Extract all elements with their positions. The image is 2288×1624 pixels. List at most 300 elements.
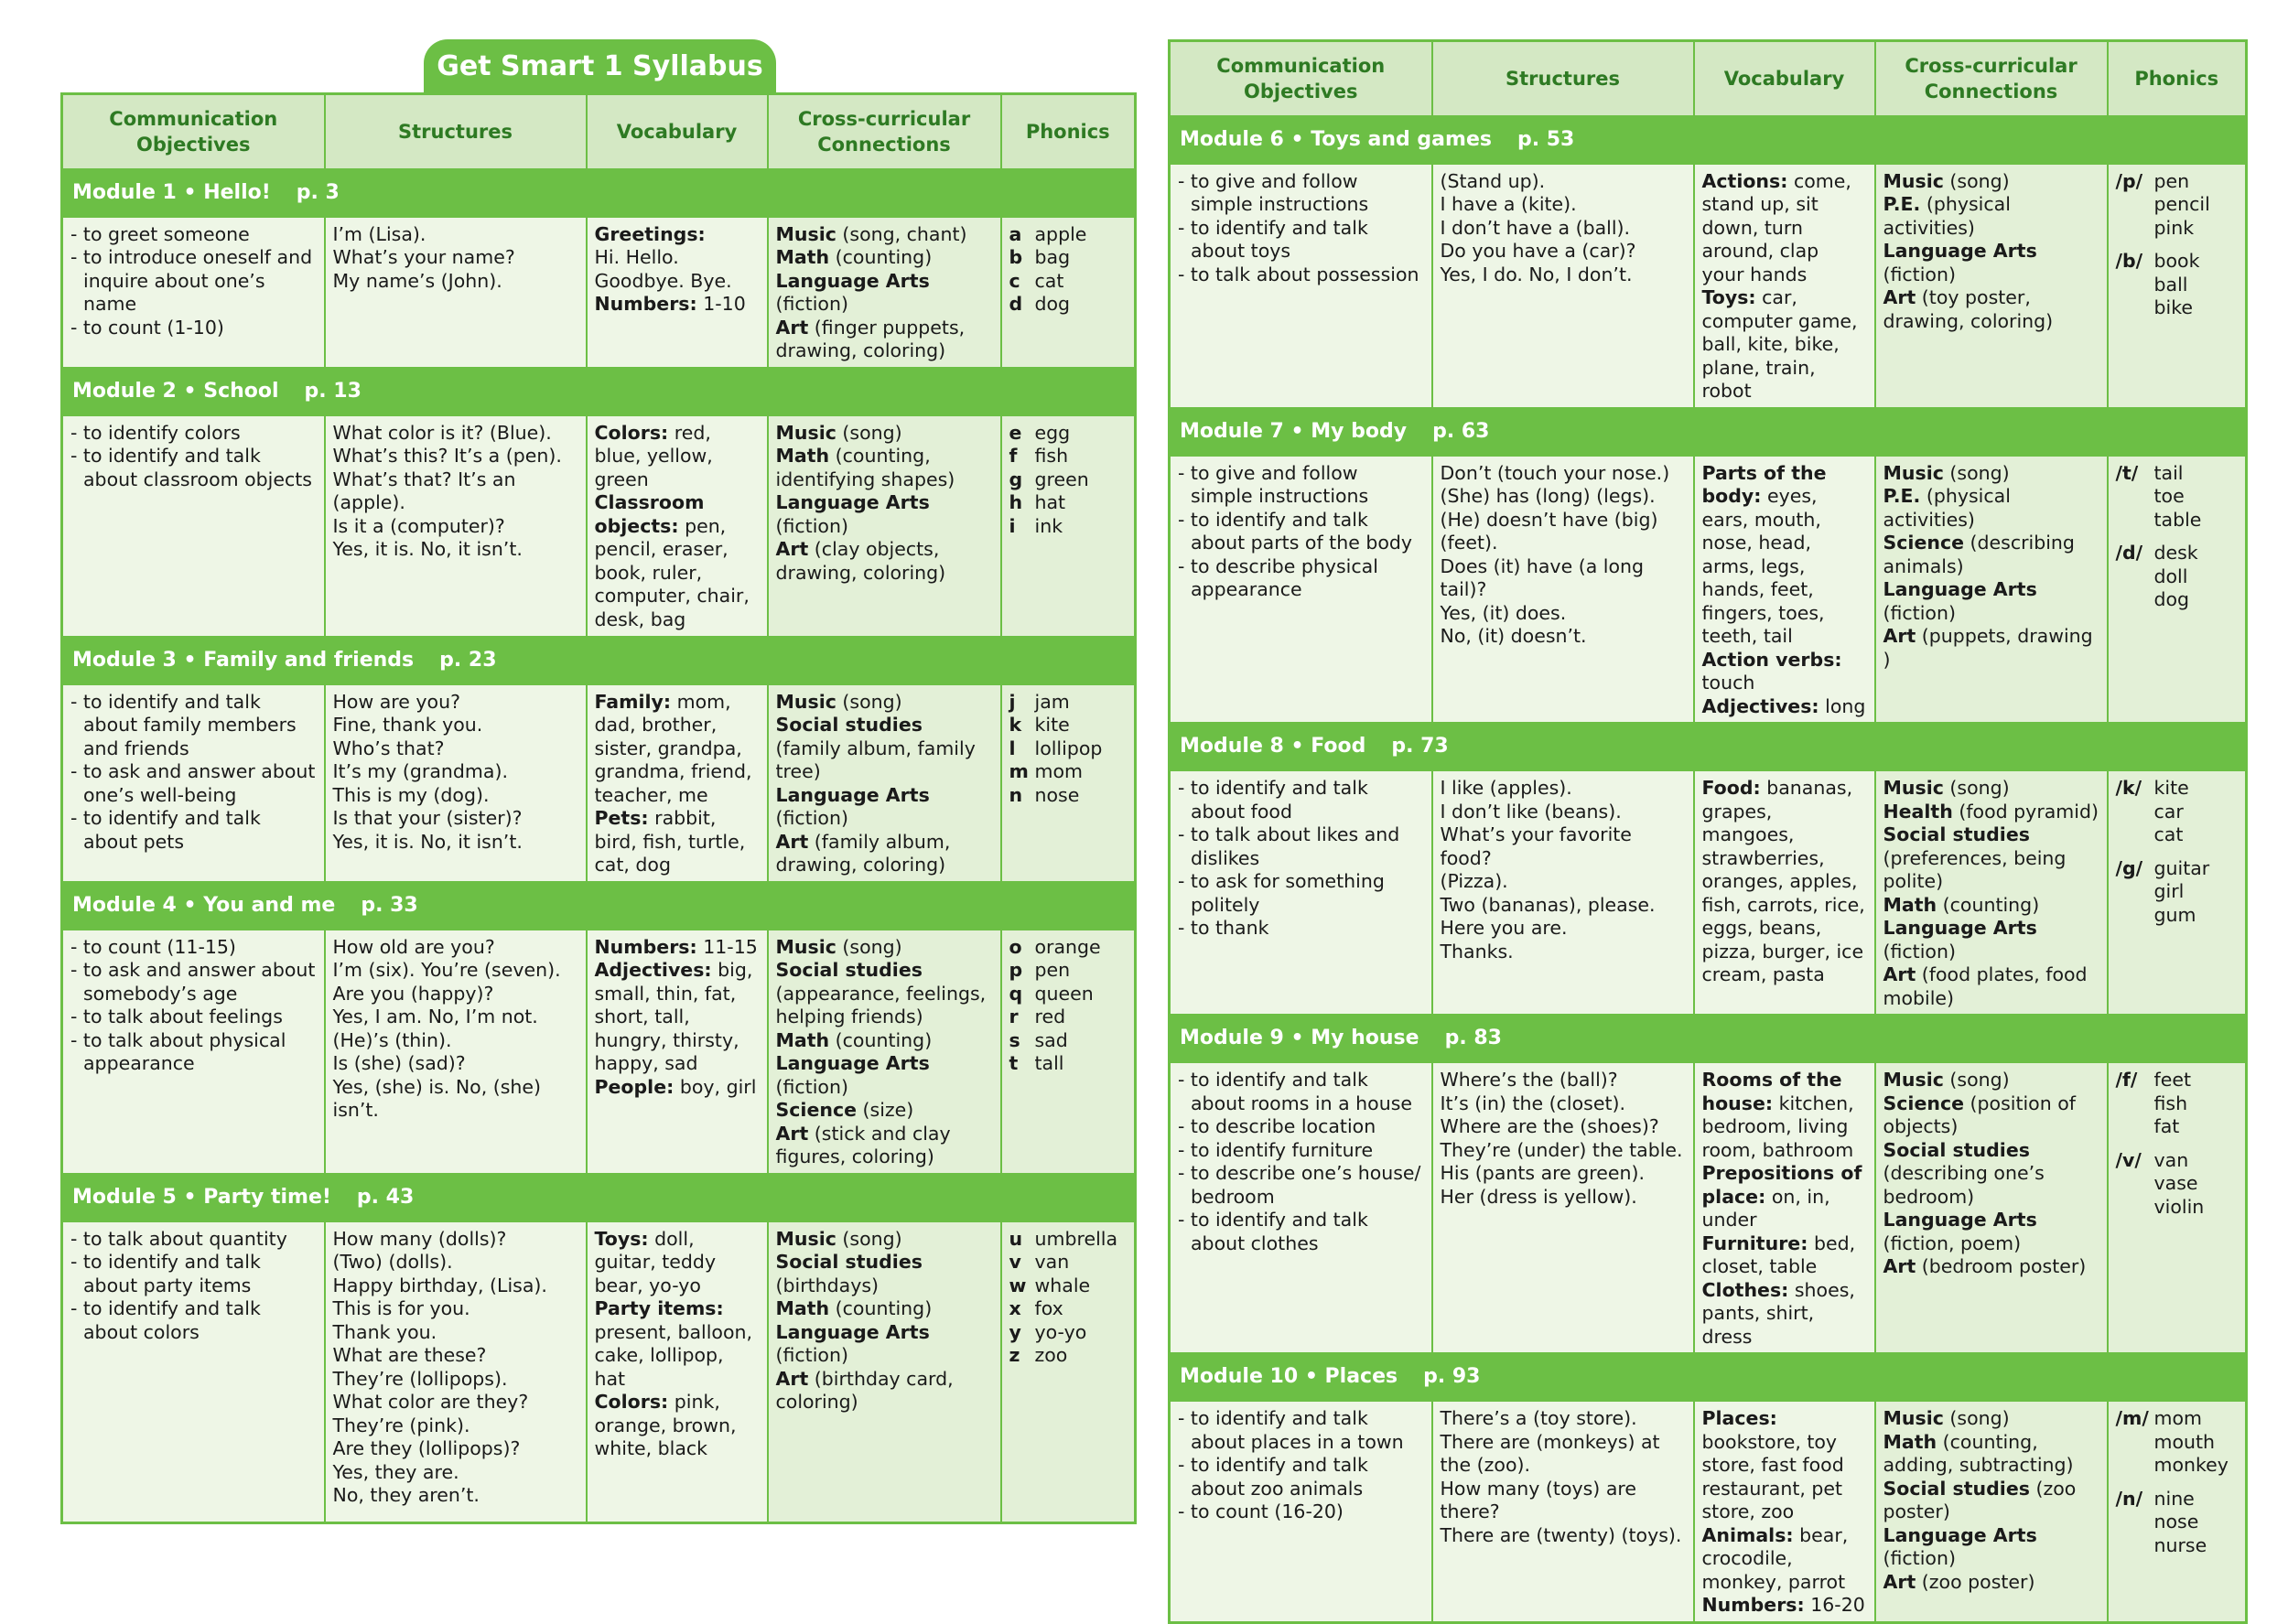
phonics-letter: o [1009, 935, 1022, 958]
phonics-item [1009, 422, 1128, 446]
structures-cell [1432, 1062, 1694, 1353]
phonics-word: violin [2153, 1195, 2205, 1218]
phonics-word: ball [2153, 273, 2188, 296]
subject-activity: (counting, identifying shapes) [775, 445, 955, 490]
phonics-letter: x [1009, 1297, 1021, 1319]
structure-item: His (pants are green). [1440, 1162, 1645, 1184]
cross-item [776, 422, 993, 446]
phonics-word: mom [1034, 760, 1083, 782]
phonics-word: monkey [2153, 1454, 2229, 1476]
phonics-sound: /m/ [2115, 1407, 2149, 1429]
vocabulary-words: touch [1701, 672, 1755, 694]
module-content-row [62, 684, 1136, 882]
cross-item [776, 1052, 993, 1099]
module-title [62, 637, 1136, 684]
cross-item [1883, 193, 2099, 240]
structure-item: What’s that? It’s an (apple). [332, 468, 516, 513]
cross-item [1883, 1069, 2099, 1092]
cross-item [1883, 777, 2099, 801]
phonics-sound: /g/ [2115, 856, 2143, 879]
subject-activity: (song) [1943, 169, 2010, 192]
phonics-word: pink [2153, 216, 2195, 239]
header-cross-curricular: Cross-curricular Connections [1875, 41, 2108, 116]
structures-cell [1432, 164, 1694, 408]
phonics-word: nose [1034, 783, 1080, 806]
subject-activity: (position of objects) [1883, 1092, 2076, 1137]
vocabulary-item [1702, 777, 1867, 987]
phonics-item [1009, 1052, 1128, 1076]
subject-activity: (physical activities) [1883, 193, 2011, 239]
phonics-word: fish [2153, 1092, 2188, 1114]
phonics-word: bike [2153, 296, 2193, 318]
objective-item: - to count (16-20) [1178, 1500, 1344, 1522]
objectives-cell [62, 217, 325, 368]
phonics-letter: r [1009, 1006, 1019, 1027]
phonics-sound: /f/ [2115, 1069, 2138, 1091]
objective-item: - to identify furniture [1178, 1138, 1374, 1161]
vocabulary-term: Animals: [1701, 1523, 1794, 1546]
vocabulary-item [595, 807, 760, 877]
structure-item: Do you have a (car)? [1440, 240, 1636, 262]
vocabulary-term: Party items: [594, 1297, 724, 1319]
vocabulary-words: mom, dad, brother, sister, grandpa, grandma, friend, teacher, me [594, 690, 752, 806]
vocabulary-item [1702, 1594, 1867, 1618]
module-header-row [62, 169, 1136, 217]
objective-item: - to identify and talk about toys [1178, 216, 1368, 262]
phonics-sound: /v/ [2115, 1148, 2142, 1171]
vocabulary-term: Furniture: [1701, 1231, 1808, 1254]
structures-cell [325, 1221, 587, 1523]
module-label: Module 1 • Hello! [72, 180, 271, 204]
objective-item: - to give and follow simple instructions [1178, 461, 1369, 507]
structure-item: It’s (in) the (closet). [1440, 1092, 1626, 1114]
phonics-word: table [2153, 508, 2202, 531]
phonics-words [2154, 250, 2200, 320]
cross-item [776, 491, 993, 538]
objectives-cell [1170, 770, 1432, 1015]
structures-cell [325, 415, 587, 637]
structure-item: Yes, I do. No, I don’t. [1440, 263, 1633, 285]
phonics-word: zoo [1034, 1344, 1068, 1366]
phonics-item [1009, 760, 1128, 784]
phonics-group [2116, 542, 2239, 612]
vocabulary-words: big, small, thin, fat, short, tall, hungry, thirsty, happy, sad [594, 959, 753, 1074]
subject-name: Art [1883, 286, 1916, 308]
structure-item: What are these? [332, 1344, 487, 1366]
cross-curricular-cell [768, 930, 1001, 1174]
subject-name: Music [1883, 461, 1944, 484]
cross-item [776, 223, 993, 247]
objective-item: - to greet someone [70, 222, 250, 245]
phonics-letter: s [1009, 1028, 1020, 1051]
vocabulary-cell [1694, 770, 1875, 1015]
objective-item: - to talk about feelings [70, 1006, 283, 1027]
phonics-letter: d [1009, 293, 1023, 315]
objectives-cell [1170, 456, 1432, 724]
module-title [1170, 1353, 2247, 1401]
vocabulary-term: Action verbs: [1701, 648, 1842, 671]
phonics-word: tail [2153, 461, 2184, 484]
vocabulary-term: Rooms of the house: [1701, 1069, 1842, 1114]
module-page: p. 33 [361, 893, 418, 917]
subject-name: Music [775, 421, 836, 444]
vocabulary-term: Places: [1701, 1407, 1777, 1429]
phonics-letter: c [1009, 269, 1020, 292]
objectives-cell [1170, 1062, 1432, 1353]
vocabulary-item [1702, 1407, 1867, 1524]
cross-item [1883, 462, 2099, 486]
vocabulary-item [1702, 1524, 1867, 1595]
subject-name: Social studies [1883, 1477, 2030, 1500]
structure-item: No, (it) doesn’t. [1440, 625, 1587, 647]
module-header-row [62, 882, 1136, 930]
subject-activity: (birthday card, coloring) [775, 1367, 954, 1413]
phonics-cell [1001, 684, 1136, 882]
objectives-cell [1170, 1401, 1432, 1622]
phonics-word: kite [2153, 777, 2189, 799]
structure-item: (Stand up). [1440, 169, 1546, 192]
objective-item: - to identify and talk about colors [70, 1297, 261, 1343]
phonics-item [1009, 270, 1128, 294]
cross-item [776, 1099, 993, 1123]
objective-item: - to talk about possession [1178, 263, 1419, 285]
module-page: p. 83 [1444, 1027, 1502, 1050]
phonics-letter: g [1009, 468, 1023, 490]
vocabulary-term: Classroom objects: [594, 491, 705, 537]
subject-activity: (song) [836, 935, 902, 958]
phonics-word: umbrella [1034, 1227, 1118, 1250]
vocabulary-cell [587, 1221, 768, 1523]
subject-activity: (song) [1943, 1407, 2010, 1429]
subject-name: Language Arts [1883, 917, 2037, 939]
phonics-sound: /k/ [2115, 777, 2142, 799]
subject-activity: (toy poster, drawing, coloring) [1883, 286, 2054, 332]
cross-item [1883, 1431, 2099, 1478]
cross-curricular-cell [768, 684, 1001, 882]
objective-item: - to give and follow simple instructions [1178, 169, 1369, 215]
subject-name: Language Arts [775, 783, 930, 806]
cross-curricular-cell [1875, 456, 2108, 724]
structures-cell [1432, 770, 1694, 1015]
phonics-item [1009, 468, 1128, 492]
subject-activity: (zoo poster) [1916, 1570, 2035, 1593]
vocabulary-words: bananas, grapes, mangoes, strawberries, oranges, apples, fish, carrots, rice, eggs, beans, pizza, burger, ice cream, pasta [1701, 777, 1865, 985]
phonics-cell [1001, 930, 1136, 1174]
phonics-cell [2108, 456, 2247, 724]
vocabulary-item [595, 959, 760, 1076]
structure-item: Fine, thank you. [332, 714, 483, 736]
phonics-item [1009, 246, 1128, 270]
module-header-row [1170, 116, 2247, 164]
phonics-letter: q [1009, 982, 1023, 1005]
vocabulary-words: Hi. Hello. [594, 246, 679, 268]
objective-item: - to identify and talk about places in a town [1178, 1407, 1404, 1453]
subject-name: Math [775, 1028, 830, 1051]
structure-item: Are they (lollipops)? [332, 1437, 521, 1459]
phonics-item [1009, 491, 1128, 515]
phonics-item [1009, 1006, 1128, 1029]
structure-item: Does (it) have (a long tail)? [1440, 554, 1645, 600]
subject-activity: (size) [857, 1099, 914, 1121]
subject-name: Language Arts [775, 491, 930, 513]
vocabulary-item [595, 691, 760, 808]
cross-item [776, 1228, 993, 1252]
vocabulary-item [1702, 695, 1867, 719]
phonics-words [2154, 777, 2189, 847]
cross-item [1883, 170, 2099, 194]
phonics-word: mom [2153, 1407, 2202, 1429]
subject-name: Music [775, 222, 836, 245]
phonics-word: nose [2153, 1511, 2199, 1533]
module-label: Module 7 • My body [1180, 419, 1408, 443]
cross-item [776, 1297, 993, 1321]
subject-name: Language Arts [1883, 578, 2037, 600]
phonics-item [1009, 293, 1128, 317]
cross-item [776, 691, 993, 715]
cross-item [1883, 240, 2099, 286]
phonics-word: toe [2153, 485, 2185, 507]
phonics-group [2116, 170, 2239, 241]
phonics-letter: v [1009, 1251, 1021, 1273]
structure-item: Her (dress is yellow). [1440, 1185, 1637, 1208]
phonics-group [2116, 250, 2239, 320]
objective-item: - to count (11-15) [70, 935, 236, 958]
subject-activity: (appearance, feelings, helping friends) [775, 982, 987, 1027]
subject-activity: (preferences, being polite) [1883, 846, 2067, 892]
vocabulary-item [595, 246, 760, 270]
phonics-group [2116, 777, 2239, 847]
structure-item: There’s a (toy store). [1440, 1407, 1637, 1429]
vocabulary-words: shoes, pants, shirt, dress [1701, 1278, 1855, 1348]
vocabulary-term: Prepositions of place: [1701, 1162, 1862, 1208]
vocabulary-cell [1694, 456, 1875, 724]
subject-name: Social studies [775, 959, 923, 981]
objectives-cell [62, 684, 325, 882]
phonics-word: van [2153, 1148, 2189, 1171]
subject-name: Art [1883, 1570, 1916, 1593]
vocabulary-cell [587, 415, 768, 637]
objective-item: - to describe location [1178, 1115, 1376, 1137]
module-label: Module 5 • Party time! [72, 1185, 331, 1209]
module-title [1170, 1015, 2247, 1062]
subject-activity: (zoo poster) [1883, 1477, 2077, 1522]
module-title [62, 882, 1136, 930]
phonics-words [2154, 1149, 2205, 1220]
phonics-group [2116, 1407, 2239, 1478]
objectives-cell [62, 930, 325, 1174]
subject-name: Art [775, 538, 809, 560]
structure-item: Yes, I am. No, I’m not. [332, 1006, 538, 1027]
phonics-cell [2108, 1401, 2247, 1622]
module-content-row [1170, 770, 2247, 1015]
structure-item: Yes, it is. No, it isn’t. [332, 538, 523, 560]
phonics-letter: l [1009, 737, 1016, 759]
subject-activity: (fiction, poem) [1883, 1231, 2022, 1254]
subject-activity: (counting, adding, subtracting) [1883, 1430, 2074, 1476]
objective-item: - to identify and talk about pets [70, 807, 261, 853]
cross-item [1883, 917, 2099, 963]
objective-item: - to introduce oneself and inquire about one’s name [70, 246, 313, 315]
phonics-word: tall [1034, 1052, 1064, 1074]
subject-name: Art [775, 830, 809, 853]
cross-item [1883, 801, 2099, 824]
vocabulary-term: Pets: [594, 807, 649, 829]
subject-activity: (birthdays) [775, 1274, 880, 1296]
cross-item [776, 831, 993, 877]
subject-activity: (fiction) [1883, 263, 1956, 285]
objective-item: - to talk about physical appearance [70, 1028, 286, 1074]
header-communication-objectives: Communication Objectives [1170, 41, 1432, 116]
phonics-word: mouth [2153, 1430, 2216, 1453]
vocabulary-term: Numbers: [594, 935, 697, 958]
structures-cell [325, 684, 587, 882]
structure-item: I don’t like (beans). [1440, 800, 1622, 823]
structure-item: Is it a (computer)? [332, 514, 505, 537]
cross-curricular-cell [1875, 1062, 2108, 1353]
phonics-letter: j [1009, 690, 1016, 713]
subject-name: Language Arts [1883, 1209, 2037, 1231]
vocabulary-item [1702, 1279, 1867, 1350]
structure-item: (She) has (long) (legs). [1440, 485, 1656, 507]
phonics-sound: /p/ [2115, 169, 2143, 192]
module-label: Module 6 • Toys and games [1180, 127, 1492, 151]
subject-activity: (counting) [829, 1028, 933, 1051]
subject-name: Music [1883, 1407, 1944, 1429]
vocabulary-term: Family: [594, 690, 672, 713]
phonics-item [1009, 714, 1128, 737]
structure-item: I’m (six). You’re (seven). [332, 959, 561, 981]
header-cross-curricular: Cross-curricular Connections [768, 94, 1001, 169]
subject-activity: (stick and clay figures, coloring) [775, 1122, 951, 1167]
vocabulary-words: car, computer game, ball, kite, bike, plane, train, robot [1701, 286, 1858, 402]
phonics-words [2154, 857, 2210, 928]
vocabulary-term: Toys: [594, 1227, 649, 1250]
structure-item: What’s your favorite food? [1440, 823, 1632, 869]
structure-item: Yes, it is. No, it isn’t. [332, 830, 523, 853]
structure-item: (He) doesn’t have (big) (feet). [1440, 508, 1658, 554]
subject-name: Science [1883, 532, 1964, 554]
vocabulary-item [595, 422, 760, 492]
subject-activity: (fiction) [775, 514, 848, 537]
structure-item: This is my (dog). [332, 783, 490, 806]
structure-item: What color are they? [332, 1391, 529, 1413]
structure-item: They’re (under) the table. [1440, 1138, 1683, 1161]
module-content-row [62, 930, 1136, 1174]
subject-activity: (family album, family tree) [775, 737, 976, 782]
vocabulary-item [595, 293, 760, 317]
subject-activity: (counting) [829, 1297, 933, 1319]
module-content-row [1170, 456, 2247, 724]
cross-item [1883, 963, 2099, 1010]
vocabulary-words: come, stand up, sit down, turn around, clap your hands [1701, 169, 1851, 285]
header-communication-objectives: Communication Objectives [62, 94, 325, 169]
cross-item [776, 1251, 993, 1297]
header-phonics: Phonics [2108, 41, 2247, 116]
header-phonics: Phonics [1001, 94, 1136, 169]
vocabulary-item [595, 223, 760, 247]
vocabulary-term: Adjectives: [594, 959, 712, 981]
structure-item: (He)’s (thin). [332, 1028, 452, 1051]
subject-name: Art [775, 316, 809, 339]
cross-curricular-cell [1875, 770, 2108, 1015]
module-label: Module 9 • My house [1180, 1027, 1419, 1050]
subject-activity: (counting) [1937, 893, 2040, 916]
objective-item: - to count (1-10) [70, 316, 224, 339]
structure-item: How many (dolls)? [332, 1227, 507, 1250]
vocabulary-item [1702, 1162, 1867, 1232]
cross-item [776, 959, 993, 1029]
subject-name: Math [1883, 1430, 1937, 1453]
cross-item [1883, 1255, 2099, 1279]
structure-item: Two (bananas), please. [1440, 893, 1656, 916]
phonics-letter: w [1009, 1274, 1027, 1296]
structure-item: What’s your name? [332, 246, 515, 268]
phonics-word: green [1034, 468, 1089, 490]
subject-activity: (fiction) [775, 807, 848, 829]
module-content-row [1170, 1062, 2247, 1353]
cross-item [1883, 1407, 2099, 1431]
phonics-cell [2108, 770, 2247, 1015]
phonics-item [1009, 1274, 1128, 1298]
subject-activity: (song) [1943, 461, 2010, 484]
vocabulary-words: doll, guitar, teddy bear, yo-yo [594, 1227, 717, 1296]
phonics-word: whale [1034, 1274, 1091, 1296]
subject-activity: (puppets, drawing ) [1883, 625, 2093, 671]
module-header-row [1170, 1015, 2247, 1062]
cross-item [776, 1368, 993, 1414]
subject-activity: (fiction) [775, 293, 848, 315]
vocabulary-item [595, 491, 760, 631]
vocabulary-words: pink, orange, brown, white, black [594, 1391, 737, 1459]
structure-item: Thank you. [332, 1320, 437, 1343]
structure-item: (Pizza). [1440, 870, 1508, 892]
phonics-word: lollipop [1034, 737, 1103, 759]
objectives-cell [1170, 164, 1432, 408]
objective-item: - to identify and talk about zoo animals [1178, 1454, 1368, 1500]
cross-item [1883, 823, 2099, 894]
right-syllabus-table [1168, 39, 2248, 1624]
subject-activity: (finger puppets, drawing, coloring) [775, 316, 966, 361]
subject-name: Science [775, 1099, 857, 1121]
phonics-group [2116, 462, 2239, 532]
subject-name: Art [1883, 963, 1916, 985]
vocabulary-term: Toys: [1701, 286, 1756, 308]
subject-activity: (food pyramid) [1952, 800, 2099, 823]
phonics-word: jam [1034, 690, 1070, 713]
cross-curricular-cell [768, 1221, 1001, 1523]
structure-item: I like (apples). [1440, 777, 1572, 799]
phonics-cell [2108, 1062, 2247, 1353]
phonics-words [2154, 170, 2210, 241]
structure-item: They’re (lollipops). [332, 1367, 508, 1390]
cross-item [776, 714, 993, 784]
phonics-item [1009, 1228, 1128, 1252]
module-title [1170, 723, 2247, 770]
vocabulary-words: long [1819, 694, 1866, 717]
structure-item: Where are the (shoes)? [1440, 1115, 1659, 1137]
phonics-word: bag [1034, 246, 1071, 268]
vocabulary-term: Food: [1701, 777, 1761, 799]
vocabulary-item [1702, 170, 1867, 287]
subject-name: Music [775, 690, 836, 713]
structure-item: Is (she) (sad)? [332, 1052, 466, 1074]
vocabulary-term: Numbers: [1701, 1594, 1805, 1616]
phonics-cell [1001, 217, 1136, 368]
structure-item: How many (toys) are there? [1440, 1477, 1636, 1522]
cross-item [1883, 1571, 2099, 1595]
phonics-word: cat [1034, 269, 1064, 292]
subject-name: Social studies [775, 1251, 923, 1273]
